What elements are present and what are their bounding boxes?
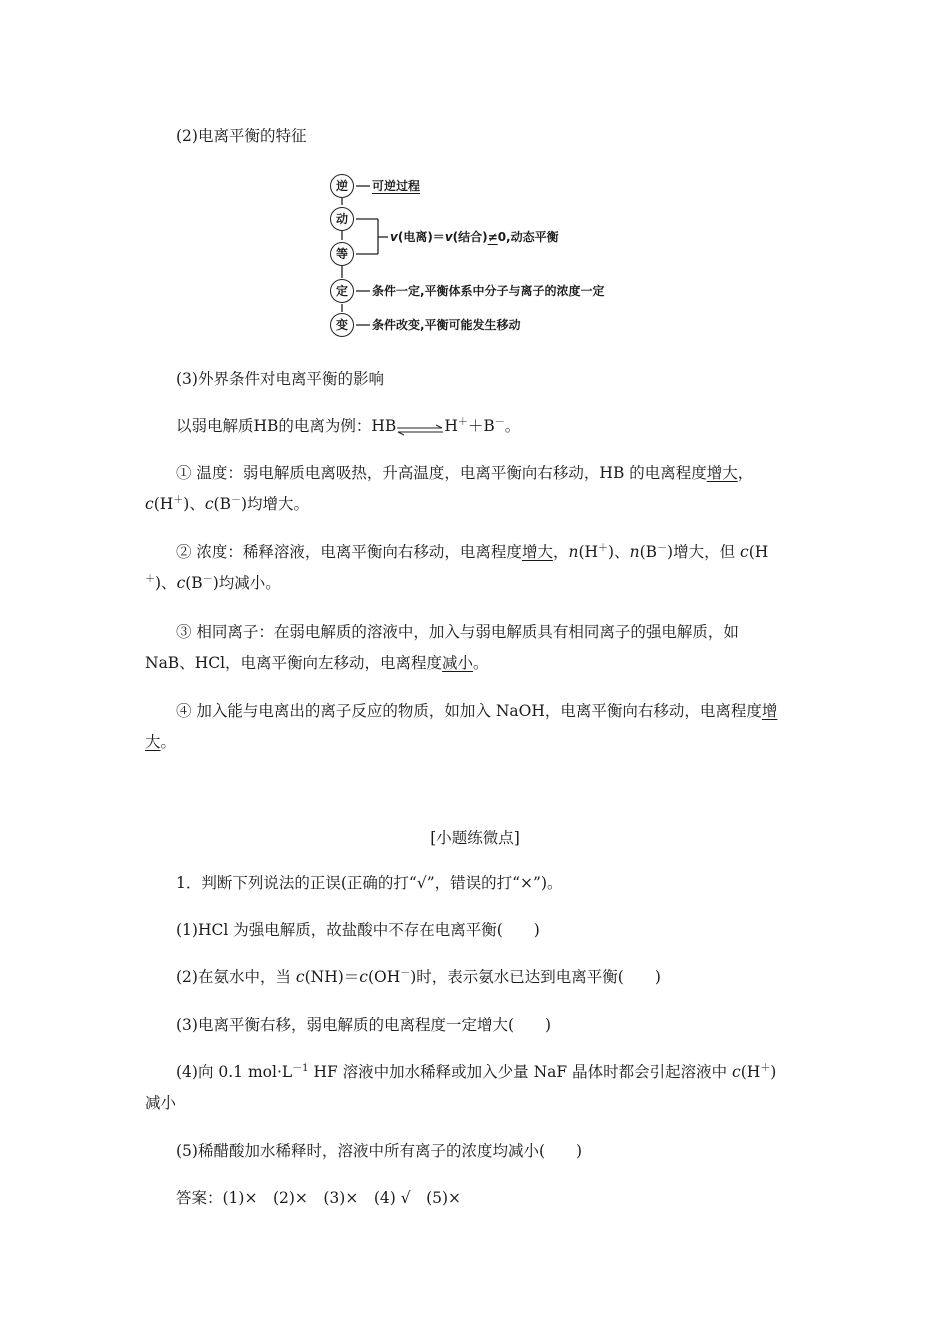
question-1: (1)HCl 为强电解质，故盐酸中不存在电离平衡( ) bbox=[176, 921, 540, 939]
node-ni: 逆 bbox=[330, 174, 354, 198]
paragraph-temperature-line2: c(H＋)、c(B－)均增大。 bbox=[145, 495, 310, 513]
paragraph-concentration-line1: ② 浓度：稀释溶液，电离平衡向右移动，电离程度增大，n(H＋)、n(B－)增大，但 c(H bbox=[176, 543, 769, 561]
practice-title: [小题练微点] bbox=[430, 829, 520, 847]
question-intro: 1．判断下列说法的正误(正确的打“√”，错误的打“×”)。 bbox=[176, 874, 563, 892]
label-dynamic: v(电离)＝v(结合)≠0,动态平衡 bbox=[390, 230, 559, 244]
node-ding: 定 bbox=[330, 279, 354, 303]
section-title-factors: (3)外界条件对电离平衡的影响 bbox=[176, 370, 384, 388]
label-reversible: 可逆过程 bbox=[372, 179, 421, 193]
label-change: 条件改变,平衡可能发生移动 bbox=[372, 318, 521, 332]
question-3: (3)电离平衡右移，弱电解质的电离程度一定增大( ) bbox=[176, 1016, 552, 1034]
paragraph-reactant-line2: 大。 bbox=[145, 733, 177, 751]
node-bian: 变 bbox=[330, 313, 354, 337]
question-4-line1: (4)向 0.1 $mol\cdot L^{-1}$ HF 溶液中加水稀释或加入少量 NaF 晶体时都会引起溶液中 c(H＋) bbox=[176, 1063, 777, 1081]
paragraph-concentration-line2: ＋)、c(B－)均减小。 bbox=[145, 574, 281, 592]
node-dong: 动 bbox=[330, 207, 354, 231]
example-equation: 以弱电解质HB的电离为例：HB H＋＋B－。 bbox=[176, 417, 521, 435]
answer-line: 答案：(1)× (2)× (3)× (4) √ (5)× bbox=[176, 1189, 462, 1207]
label-constant: 条件一定,平衡体系中分子与离子的浓度一定 bbox=[372, 284, 605, 298]
paragraph-common-ion-line2: NaB、HCl，电离平衡向左移动，电离程度减小。 bbox=[145, 654, 489, 672]
node-deng: 等 bbox=[330, 242, 354, 266]
question-4-line2: 减小 bbox=[145, 1094, 177, 1112]
paragraph-temperature-line1: ① 温度：弱电解质电离吸热，升高温度，电离平衡向右移动，HB 的电离程度增大， bbox=[176, 464, 754, 482]
question-5: (5)稀醋酸加水稀释时，溶液中所有离子的浓度均减小( ) bbox=[176, 1142, 583, 1160]
equilibrium-arrow-icon bbox=[396, 421, 444, 433]
paragraph-reactant-line1: ④ 加入能与电离出的离子反应的物质，如加入 NaOH，电离平衡向右移动，电离程度增 bbox=[176, 702, 778, 720]
paragraph-common-ion-line1: ③ 相同离子：在弱电解质的溶液中，加入与弱电解质具有相同离子的强电解质，如 bbox=[176, 623, 739, 641]
equilibrium-features-diagram bbox=[330, 168, 660, 343]
question-2: (2)在氨水中，当 c(NH)＝c(OH－)时，表示氨水已达到电离平衡( ) bbox=[176, 968, 661, 986]
section-title-features: (2)电离平衡的特征 bbox=[176, 127, 307, 145]
